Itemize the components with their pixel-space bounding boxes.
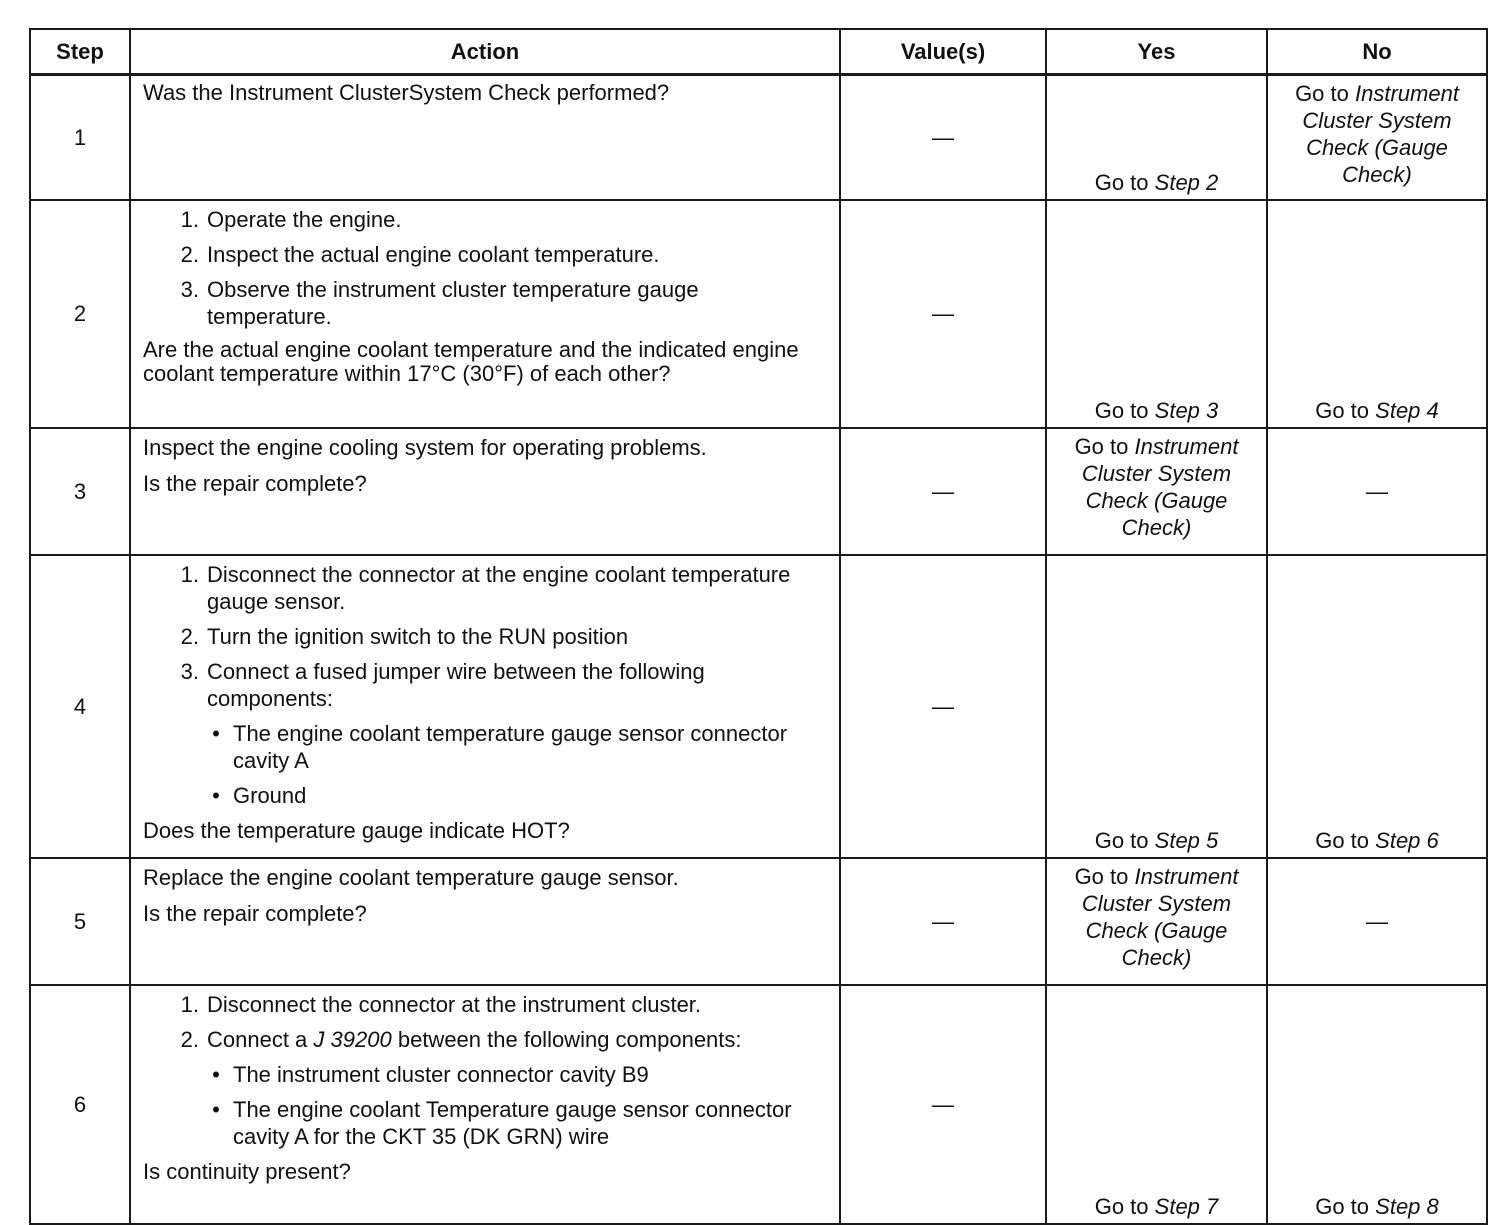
action-cell [130,428,840,555]
no-cell [1267,428,1487,555]
bullet-item: • The engine coolant Temperature gauge sensor connector cavity A for the CKT 35 (DK GRN) wire [212,1097,792,1149]
yes-cell [1046,200,1267,428]
value-dash: — [932,1091,954,1117]
no-dash: — [1366,908,1388,934]
action-question: Does the temperature gauge indicate HOT? [143,818,570,843]
action-text: Replace the engine coolant temperature gauge sensor. [143,865,679,890]
numbered-item: 3. Observe the instrument cluster temperature gauge temperature. [180,277,699,329]
no-cell [1267,200,1487,428]
bullet-item: • The instrument cluster connector cavity B9 [212,1062,649,1087]
numbered-item: 2. Inspect the actual engine coolant temperature. [180,242,660,267]
table-row [30,200,1487,428]
value-dash: — [932,301,954,326]
value-cell [840,75,1046,201]
step-number: 3 [30,428,130,555]
action-cell [130,858,840,985]
header-action: Action [130,29,840,75]
step-number: 2 [30,200,130,428]
header-yes: Yes [1046,29,1267,75]
no-dash: — [1366,478,1388,504]
value-dash: — [932,478,954,504]
action-question: Is the repair complete? [143,471,367,496]
value-cell [840,428,1046,555]
numbered-item: 2. Connect a J 39200 between the following components: [180,1027,742,1052]
yes-target: Step 5 [1154,828,1219,853]
no-cell [1267,858,1487,985]
go-to-label: Go to [1094,828,1149,853]
value-dash: — [932,124,954,150]
step-number: 4 [30,555,130,858]
yes-cell [1046,428,1267,555]
action-question: Was the Instrument ClusterSystem Check performed? [143,80,670,105]
yes-cell [1046,75,1267,201]
header-values: Value(s) [840,29,1046,75]
yes-target: Step 7 [1154,1194,1219,1219]
bullet-item: • The engine coolant temperature gauge sensor connector cavity A [212,721,788,773]
step-number: 6 [30,985,130,1224]
numbered-item: 1. Operate the engine. [180,207,402,232]
go-to-label: Go to [1094,398,1149,423]
table-row [30,75,1487,201]
action-cell [130,555,840,858]
go-to-label: Go to [1074,434,1129,459]
go-to-label: Go to [1094,1194,1149,1219]
header-row [30,29,1487,75]
numbered-item: 1. Disconnect the connector at the instrument cluster. [180,992,702,1017]
go-to-label: Go to [1315,828,1370,853]
yes-cell [1046,555,1267,858]
value-dash: — [932,693,954,719]
yes-target: Instrument Cluster System Check (Gauge Check) [1081,434,1239,540]
yes-target: Step 2 [1154,170,1219,195]
yes-cell [1046,858,1267,985]
action-text: Inspect the engine cooling system for operating problems. [143,435,707,460]
numbered-item: 1. Disconnect the connector at the engine coolant temperature gauge sensor. [180,562,791,614]
diagnostic-table [29,28,1488,1225]
table-row [30,858,1487,985]
value-cell [840,200,1046,428]
value-cell [840,555,1046,858]
yes-target: Instrument Cluster System Check (Gauge Check) [1081,864,1239,970]
tool-number: J 39200 [313,1027,392,1052]
no-cell [1267,75,1487,201]
header-no: No [1267,29,1487,75]
no-target: Step 4 [1375,398,1439,423]
no-target: Step 6 [1375,828,1439,853]
go-to-label: Go to [1315,1194,1370,1219]
table-row [30,428,1487,555]
go-to-label: Go to [1094,170,1149,195]
no-target: Step 8 [1375,1194,1439,1219]
value-cell [840,985,1046,1224]
go-to-label: Go to [1315,398,1370,423]
action-question: Is the repair complete? [143,901,367,926]
value-dash: — [932,908,954,934]
yes-cell [1046,985,1267,1224]
step-number: 1 [30,75,130,201]
action-question: Is continuity present? [143,1159,351,1184]
action-cell [130,75,840,201]
yes-target: Step 3 [1154,398,1219,423]
value-cell [840,858,1046,985]
action-question: Are the actual engine coolant temperature and the indicated engine coolant temperature within 17°C (30°F) of each other? [143,337,799,386]
go-to-label: Go to [1074,864,1129,889]
action-cell [130,200,840,428]
numbered-item: 3. Connect a fused jumper wire between the following components: [180,659,705,711]
go-to-label: Go to [1295,81,1349,106]
numbered-item: 2. Turn the ignition switch to the RUN position [180,624,629,649]
bullet-item: • Ground [212,783,307,808]
table-row [30,555,1487,858]
action-cell [130,985,840,1224]
no-target: Instrument Cluster System Check (Gauge Check) [1302,81,1459,187]
step-number: 5 [30,858,130,985]
no-cell [1267,555,1487,858]
header-step: Step [30,29,130,75]
no-cell [1267,985,1487,1224]
table-row [30,985,1487,1224]
